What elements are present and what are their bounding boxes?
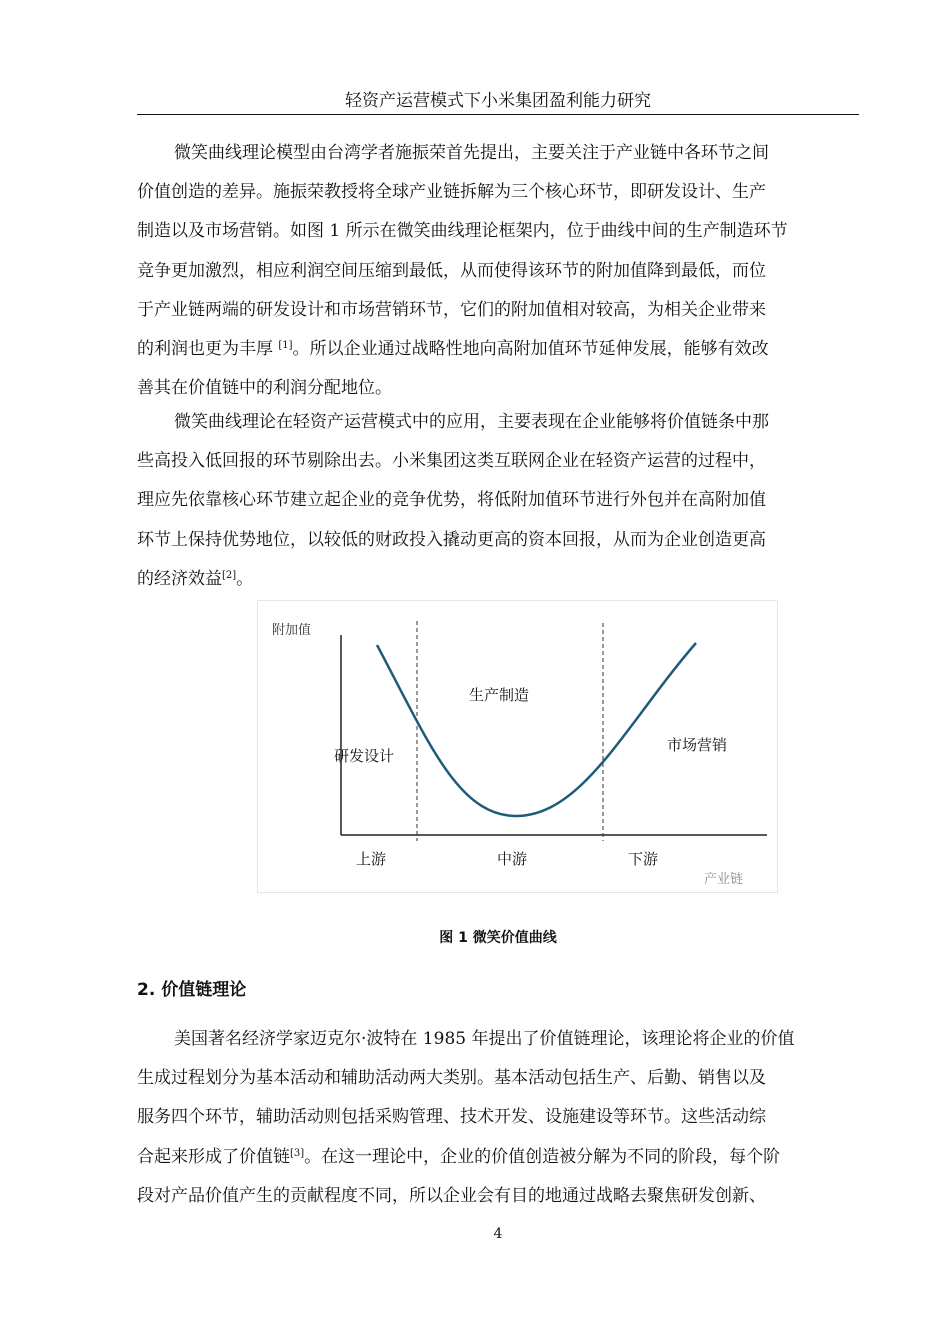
stage-label-manufacturing: 生产制造 [469,686,530,704]
paragraph-line: 生成过程划分为基本活动和辅助活动两大类别。基本活动包括生产、后勤、销售以及 [137,1068,766,1089]
citation-marker: [3] [290,1147,305,1159]
running-head: 轻资产运营模式下小米集团盈利能力研究 [345,91,651,111]
paragraph-line: 竞争更加激烈，相应利润空间压缩到最低，从而使得该环节的附加值降到最低，而位 [137,260,766,281]
text-run: 的经济效益 [137,568,222,589]
section-heading: 2. 价值链理论 [137,980,247,1000]
figure-caption: 图 1 微笑价值曲线 [439,930,557,946]
text-run: 合起来形成了价值链 [137,1146,290,1167]
header-rule [137,114,859,115]
text-run: 。 [236,568,254,589]
paragraph-line: 微笑曲线理论在轻资产运营模式中的应用，主要表现在企业能够将价值链条中那 [174,412,769,432]
paragraph-value-chain-theory [137,1020,859,1216]
text-run: 。所以企业通过战略性地向高附加值环节延伸发展，能够有效改 [292,339,769,360]
paragraph-line: 些高投入低回报的环节剔除出去。小米集团这类互联网企业在轻资产运营的过程中， [137,451,766,472]
paragraph-line: 制造以及市场营销。如图 1 所示在微笑曲线理论框架内，位于曲线中间的生产制造环节 [137,221,788,242]
smile-curve-diagram [258,601,777,892]
paragraph-line: 微笑曲线理论模型由台湾学者施振荣首先提出，主要关注于产业链中各环节之间 [174,143,769,163]
page-number: 4 [493,1226,503,1242]
text-run: 。在这一理论中，企业的价值创造被分解为不同的阶段，每个阶 [304,1146,781,1167]
citation-marker: [1] [278,340,293,352]
segment-label-downstream: 下游 [628,850,659,868]
paragraph-line: 段对产品价值产生的贡献程度不同，所以企业会有目的地通过战略去聚焦研发创新、 [137,1185,766,1206]
segment-label-upstream: 上游 [356,850,387,868]
stage-label-research: 研发设计 [334,747,395,765]
paragraph-line: 价值创造的差异。施振荣教授将全球产业链拆解为三个核心环节，即研发设计、生产 [137,182,766,203]
paragraph-light-asset-application [137,403,859,599]
paragraph-line: 服务四个环节，辅助活动则包括采购管理、技术开发、设施建设等环节。这些活动综 [137,1107,766,1128]
y-axis-label: 附加值 [272,623,312,638]
stage-label-marketing: 市场营销 [667,736,728,754]
paragraph-line: 于产业链两端的研发设计和市场营销环节，它们的附加值相对较高，为相关企业带来 [137,299,766,320]
paragraph-line: 理应先依靠核心环节建立起企业的竞争优势，将低附加值环节进行外包并在高附加值 [137,490,766,511]
paragraph-line [137,1138,859,1177]
paragraph-line [137,560,859,599]
paragraph-smile-curve-intro [137,134,859,408]
paragraph-line [137,330,859,369]
citation-marker: [2] [222,569,237,581]
segment-label-midstream: 中游 [497,850,528,868]
text-run: 的利润也更为丰厚 [137,339,279,360]
x-axis-label: 产业链 [704,872,744,887]
paragraph-line: 美国著名经济学家迈克尔·波特在 1985 年提出了价值链理论，该理论将企业的价值 [174,1029,795,1049]
smile-curve [377,643,696,816]
smile-curve-figure [257,600,778,893]
paragraph-line: 环节上保持优势地位，以较低的财政投入撬动更高的资本回报，从而为企业创造更高 [137,529,766,550]
paragraph-line: 善其在价值链中的利润分配地位。 [137,378,392,399]
